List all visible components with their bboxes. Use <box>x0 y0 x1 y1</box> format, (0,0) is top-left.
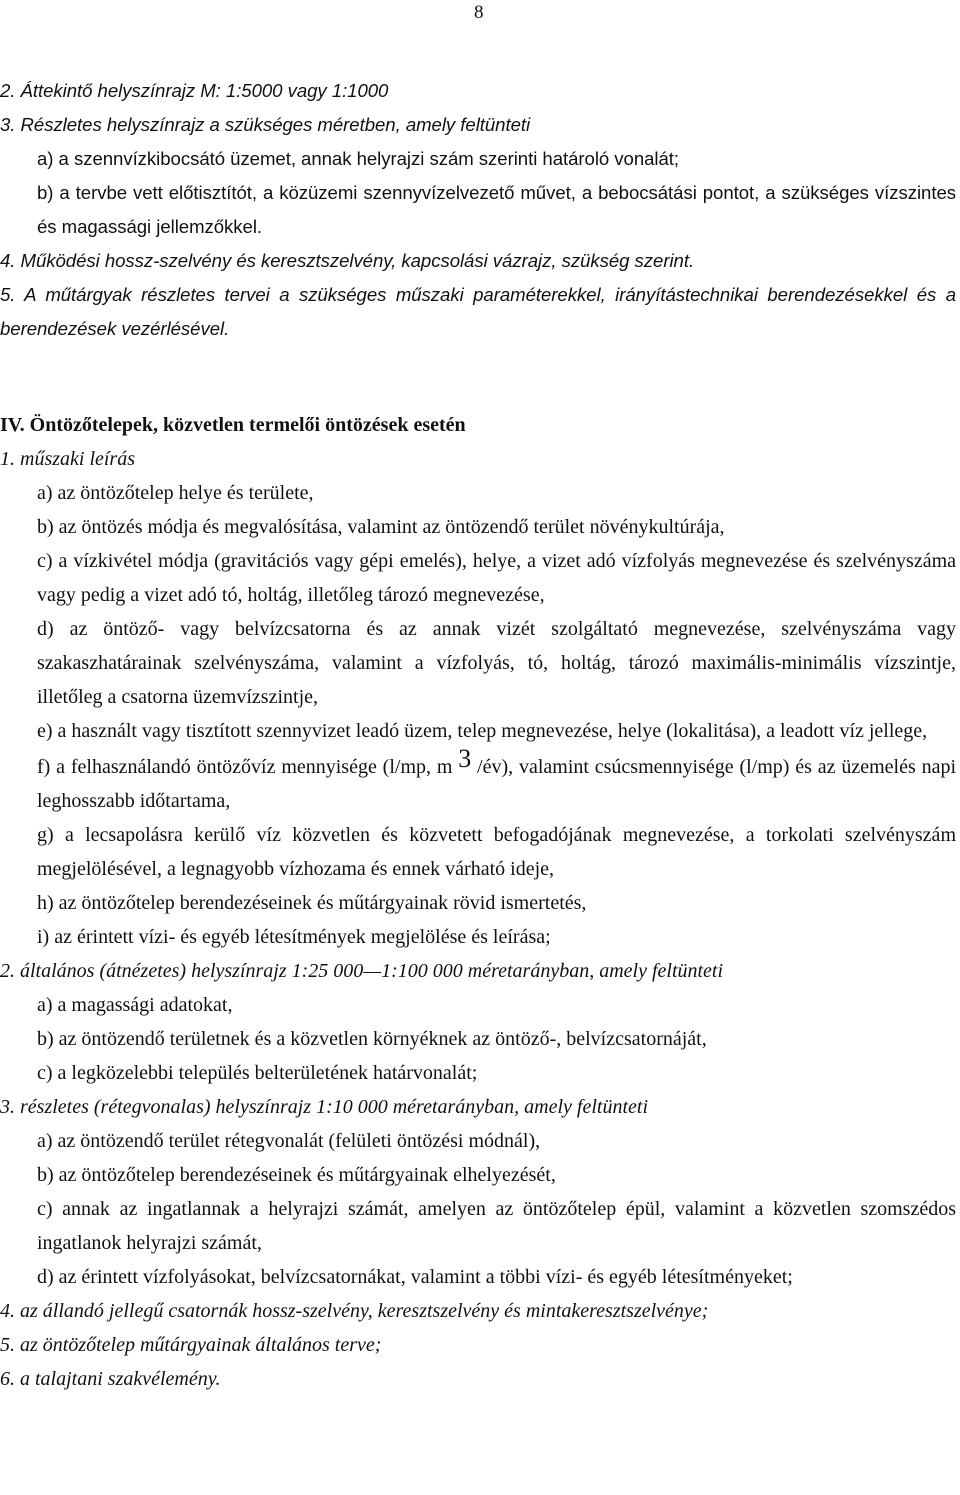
list-item: 3. Részletes helyszínrajz a szükséges méretben, amely feltünteti <box>0 114 531 135</box>
sub-item: e) a használt vagy tisztított szennyvizet leadó üzem, telep megnevezése, helye (lokalitása), a leadott víz jellege, <box>37 720 928 742</box>
sub-item-text: /év), valamint csúcsmennyisége (l/mp) és az üzemelés napi leghosszabb időtartama, <box>37 756 957 812</box>
sub-item: a) az öntözendő terület rétegvonalát (felületi öntözési módnál), <box>37 1130 541 1152</box>
list-item: 5. az öntözőtelep műtárgyainak általános terve; <box>0 1334 382 1356</box>
sub-item: b) az öntözés módja és megvalósítása, valamint az öntözendő terület növénykultúrája, <box>37 516 725 538</box>
sub-item: d) az öntöző- vagy belvízcsatorna és az annak vizét szolgáltató megnevezése, szelvényszáma vagy szakaszhatárainak szelvényszáma, valamint a vízfolyás, tó, holtág, tározó maximális-minimális vízszintje, illetőleg a csatorna üzemvízszintje, <box>37 618 956 708</box>
sub-item: a) az öntözőtelep helye és területe, <box>37 482 314 504</box>
sub-item: a) a szennvízkibocsátó üzemet, annak helyrajzi szám szerinti határoló vonalát; <box>37 148 680 169</box>
sub-item: c) annak az ingatlannak a helyrajzi számát, amelyen az öntözőtelep épül, valamint a közvetlen szomszédos ingatlanok helyrajzi számát, <box>37 1198 956 1254</box>
sub-item: b) a tervbe vett előtisztítót, a közüzemi szennyvízelvezető művet, a bebocsátási pontot, a szükséges vízszintes és magassági jellemzőkkel. <box>37 182 956 237</box>
sub-item: h) az öntözőtelep berendezéseinek és műtárgyainak rövid ismertetés, <box>37 892 587 914</box>
list-item: 1. műszaki leírás <box>0 448 135 470</box>
document-body <box>0 74 960 1396</box>
list-item: 2. általános (átnézetes) helyszínrajz 1:25 000—1:100 000 méretarányban, amely feltünteti <box>0 960 724 982</box>
list-item: 3. részletes (rétegvonalas) helyszínrajz 1:10 000 méretarányban, amely feltünteti <box>0 1096 649 1118</box>
sub-item: b) az öntözőtelep berendezéseinek és műtárgyainak elhelyezését, <box>37 1164 556 1186</box>
sub-item: c) a legközelebbi település belterületének határvonalát; <box>37 1062 478 1084</box>
page-number: 8 <box>474 2 484 23</box>
sub-item <box>0 744 960 818</box>
list-item: 4. az állandó jellegű csatornák hossz-szelvény, keresztszelvény és mintakeresztszelvénye; <box>0 1300 709 1322</box>
sub-item: b) az öntözendő területnek és a közvetlen környéknek az öntöző-, belvízcsatornáját, <box>37 1028 707 1050</box>
list-item: 4. Működési hossz-szelvény és keresztszelvény, kapcsolási vázrajz, szükség szerint. <box>0 250 695 271</box>
section-spacer <box>0 346 960 408</box>
sub-item: c) a vízkivétel módja (gravitációs vagy gépi emelés), helye, a vizet adó vízfolyás megnevezése és szelvényszáma vagy pedig a vizet adó tó, holtág, illetőleg tározó megnevezése, <box>37 550 956 606</box>
sub-item: i) az érintett vízi- és egyéb létesítmények megjelölése és leírása; <box>37 926 551 948</box>
list-item: 2. Áttekintő helyszínrajz M: 1:5000 vagy 1:1000 <box>0 80 389 101</box>
list-item: 5. A műtárgyak részletes tervei a szükséges műszaki paraméterekkel, irányítástechnikai berendezésekkel és a berendezések vezérlésével. <box>0 284 956 339</box>
sub-item: g) a lecsapolásra kerülő víz közvetlen és közvetett befogadójának megnevezése, a torkolati szelvényszám megjelölésével, a legnagyobb vízhozama és ennek várható ideje, <box>37 824 956 880</box>
sub-item: d) az érintett vízfolyásokat, belvízcsatornákat, valamint a többi vízi- és egyéb létesítményeket; <box>37 1266 793 1288</box>
superscript: 3 <box>458 744 472 773</box>
section-heading: IV. Öntözőtelepek, közvetlen termelői öntözések esetén <box>0 414 466 436</box>
sub-item: a) a magassági adatokat, <box>37 994 233 1016</box>
sub-item-text: f) a felhasználandó öntözővíz mennyisége (l/mp, m <box>37 756 453 778</box>
list-item: 6. a talajtani szakvélemény. <box>0 1368 221 1390</box>
